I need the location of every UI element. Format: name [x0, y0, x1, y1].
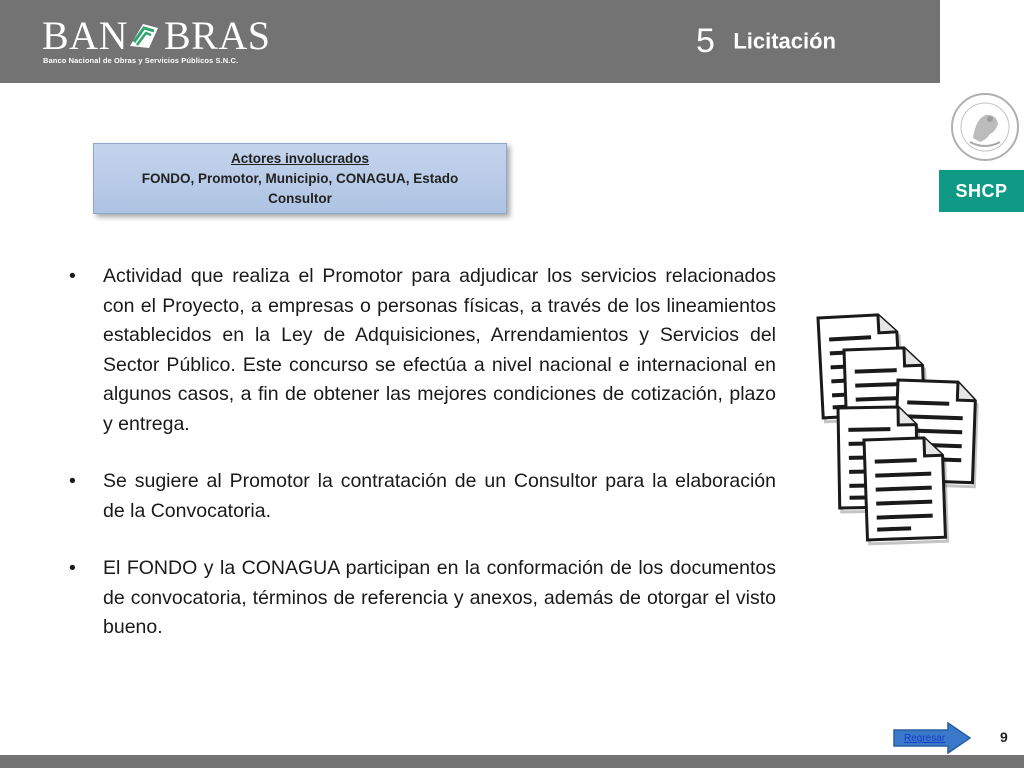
- shcp-badge: SHCP: [939, 170, 1024, 212]
- bullet-text: Actividad que realiza el Promotor para adjudicar los servicios relacionados con el Proyecto, a empresas o personas físicas, a través de los lineamientos establecidos en la Ley de Adquisiciones, Arrendamientos y Servicios del Sector Público. Este concurso se efectúa a nivel nacional e internacional en algunos casos, a fin de obtener las mejores condiciones de cotización, plazo y entrega.: [103, 265, 776, 435]
- bullet-dot: •: [69, 265, 76, 287]
- bullet-list: [64, 262, 776, 671]
- bullet-text: El FONDO y la CONAGUA participan en la conformación de los documentos de convocatoria, términos de referencia y anexos, además de otorgar el visto bueno.: [103, 557, 776, 638]
- actors-title: Actores involucrados: [230, 151, 370, 166]
- bullet-item: [64, 467, 776, 526]
- bullet-item: [64, 554, 776, 643]
- banobras-mark-icon: [127, 20, 161, 52]
- section-number: 5: [695, 22, 715, 60]
- header-bar: [0, 0, 940, 83]
- section-title: Licitación: [733, 28, 836, 54]
- actors-line-2: Consultor: [268, 191, 332, 206]
- footer-bar: [0, 755, 1024, 768]
- mexico-seal-icon: [946, 88, 1024, 166]
- page-number: 9: [1000, 729, 1008, 745]
- bullet-text: Se sugiere al Promotor la contratación de un Consultor para la elaboración de la Convocatoria.: [103, 470, 776, 522]
- bullet-dot: •: [69, 470, 76, 492]
- banobras-logo: [42, 14, 272, 72]
- actors-box: [93, 143, 507, 214]
- documents-stack-icon: [800, 312, 990, 562]
- actors-line-1: FONDO, Promotor, Municipio, CONAGUA, Estado: [141, 171, 459, 186]
- logo-text-left: BAN: [42, 13, 128, 58]
- back-link[interactable]: Regresar: [904, 733, 946, 744]
- page-title: [696, 22, 836, 61]
- logo-text-right: BRAS: [163, 13, 271, 58]
- bullet-dot: •: [69, 557, 76, 579]
- logo-subtitle: Banco Nacional de Obras y Servicios Públicos S.N.C.: [43, 56, 239, 65]
- bullet-item: [64, 262, 776, 439]
